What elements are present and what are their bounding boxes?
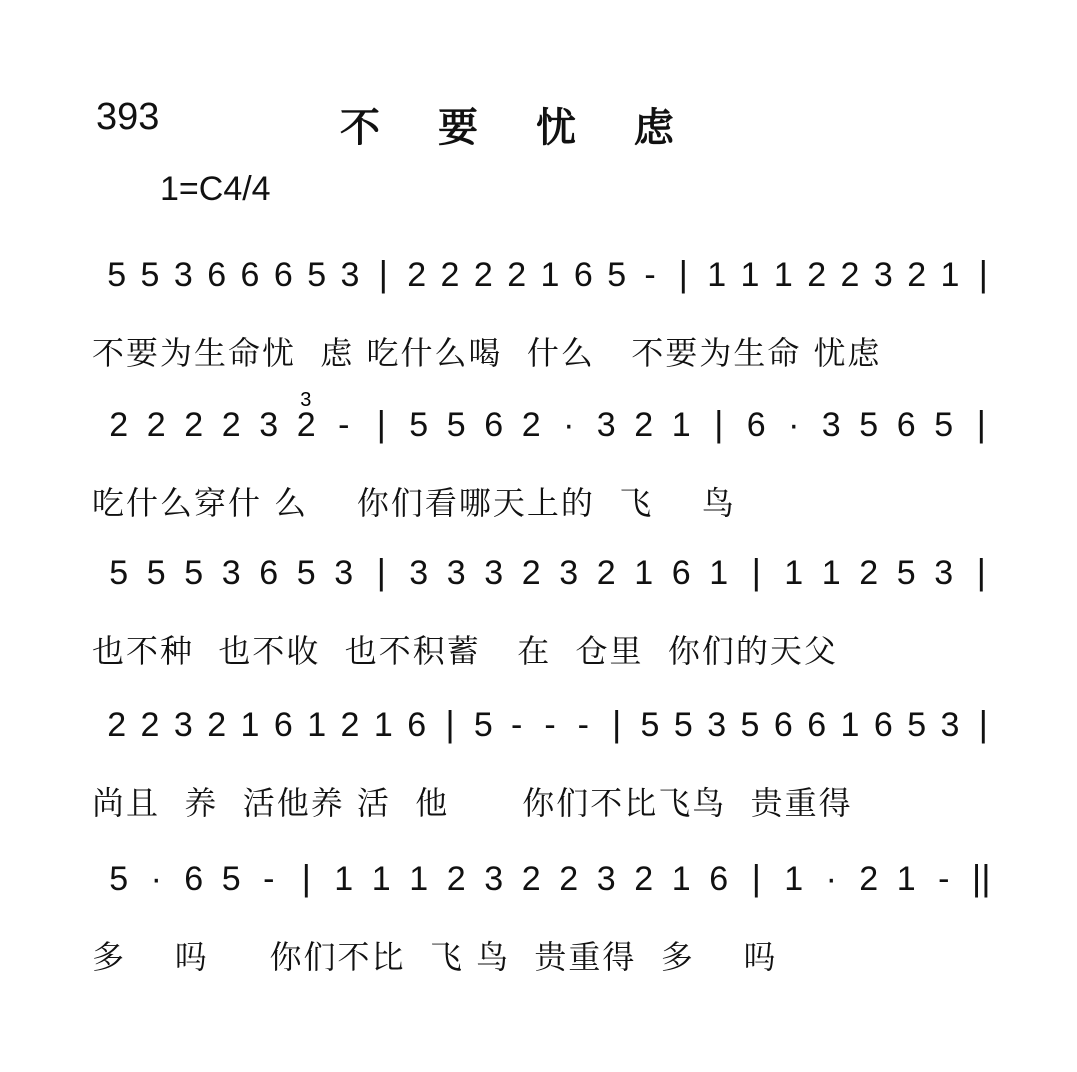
note: 3 [596, 406, 616, 444]
note: 5 [146, 554, 166, 592]
note: - [938, 860, 950, 898]
bar-line: | [976, 403, 986, 444]
note: 2 [521, 860, 541, 898]
bar-line: | [301, 857, 311, 898]
note: 6 [273, 256, 293, 294]
notation-line [92, 846, 1010, 926]
hymn-number: 393 [96, 96, 160, 138]
bar-line: || [971, 857, 991, 898]
note: 1 [671, 860, 691, 898]
note: 1 [940, 256, 960, 294]
note: 3 [484, 860, 504, 898]
note: 3 [409, 554, 429, 592]
notation-line [92, 692, 1010, 772]
note: 5 [859, 406, 879, 444]
note: 2 [859, 860, 879, 898]
note: 2 [840, 256, 860, 294]
note: 2 [107, 706, 127, 744]
note: · [563, 406, 575, 444]
lyric-line: 尚且 养 活他养 活 他 你们不比飞鸟 贵重得 [92, 784, 853, 822]
note: 3 [173, 256, 193, 294]
note: 2 [407, 256, 427, 294]
lyric-line: 也不种 也不收 也不积蓄 在 仓里 你们的天父 [92, 632, 838, 670]
note: 2 [446, 860, 466, 898]
note: 6 [773, 706, 793, 744]
note: 2 [596, 554, 616, 592]
bar-line: | [976, 551, 986, 592]
note: 3 [821, 406, 841, 444]
note: 2 [140, 706, 160, 744]
bar-line: | [678, 253, 689, 294]
note: 5 [296, 554, 316, 592]
note: 3 [873, 256, 893, 294]
note: 3 [173, 706, 193, 744]
bar-line: | [376, 551, 386, 592]
note: 1 [896, 860, 916, 898]
note: 1 [840, 706, 860, 744]
note: - [577, 706, 589, 744]
note: 6 [207, 256, 227, 294]
note: 1 [784, 860, 804, 898]
note: 2 [634, 860, 654, 898]
key-signature: 1=C4/4 [160, 170, 271, 208]
bar-line: | [445, 703, 455, 744]
score-row-3 [92, 540, 1010, 672]
note: 2 [340, 706, 360, 744]
note: 1 [709, 554, 729, 592]
score-row-4 [92, 692, 1010, 824]
note: 6 [873, 706, 893, 744]
note: 1 [773, 256, 793, 294]
note: 6 [484, 406, 504, 444]
note: - [338, 406, 350, 444]
note: 5 [896, 554, 916, 592]
note: · [150, 860, 162, 898]
note: 6 [240, 256, 260, 294]
note: 1 [671, 406, 691, 444]
lyric-line: 不要为生命忧 虑 吃什么喝 什么 不要为生命 忧虑 [92, 334, 882, 372]
note: 6 [671, 554, 691, 592]
note: 1 [373, 706, 393, 744]
note: - [544, 706, 556, 744]
score-row-1 [92, 242, 1010, 374]
note: 5 [221, 860, 241, 898]
note: 1 [540, 256, 560, 294]
note: 2 [184, 406, 204, 444]
note: 5 [109, 554, 129, 592]
note: 1 [409, 860, 429, 898]
note: 3 [446, 554, 466, 592]
note: · [788, 406, 800, 444]
note: 6 [407, 706, 427, 744]
note: - [644, 256, 656, 294]
note: 6 [807, 706, 827, 744]
note: 3 [259, 406, 279, 444]
score-row-2 [92, 392, 1010, 524]
note: 3 [940, 706, 960, 744]
note: 6 [746, 406, 766, 444]
notation-line [92, 242, 1010, 322]
note: 6 [709, 860, 729, 898]
score-row-5 [92, 846, 1010, 978]
note: 2 [859, 554, 879, 592]
note: 2 [146, 406, 166, 444]
note: 2 [221, 406, 241, 444]
note: 1 [634, 554, 654, 592]
note: 6 [259, 554, 279, 592]
note: 5 [107, 256, 127, 294]
bar-line: | [378, 253, 389, 294]
note: 1 [240, 706, 260, 744]
note: 6 [273, 706, 293, 744]
note: 1 [307, 706, 327, 744]
bar-line: | [751, 857, 761, 898]
note: 5 [184, 554, 204, 592]
note: 6 [184, 860, 204, 898]
note: 5 [473, 706, 493, 744]
note: 5 [109, 860, 129, 898]
note: 3 [484, 554, 504, 592]
note: 6 [896, 406, 916, 444]
note: 5 [640, 706, 660, 744]
note: 3 [340, 256, 360, 294]
notation-line [92, 540, 1010, 620]
note: 2 [634, 406, 654, 444]
lyric-line: 多 吗 你们不比 飞 鸟 贵重得 多 吗 [92, 938, 778, 976]
note: 3 [559, 554, 579, 592]
note: 2 [296, 406, 316, 444]
note: - [511, 706, 523, 744]
note: 5 [907, 706, 927, 744]
note: 5 [740, 706, 760, 744]
bar-line: | [751, 551, 761, 592]
note: · [825, 860, 837, 898]
note: 5 [140, 256, 160, 294]
note: 2 [507, 256, 527, 294]
note: 2 [473, 256, 493, 294]
note: 1 [740, 256, 760, 294]
bar-line: | [714, 403, 724, 444]
note: - [263, 860, 275, 898]
note: 1 [707, 256, 727, 294]
note: 5 [307, 256, 327, 294]
note: 1 [371, 860, 391, 898]
note: 2 [521, 406, 541, 444]
note: 3 [334, 554, 354, 592]
grace-note: 3 [300, 392, 312, 411]
note: 1 [821, 554, 841, 592]
note: 5 [673, 706, 693, 744]
note: 3 [707, 706, 727, 744]
note: 1 [784, 554, 804, 592]
bar-line: | [611, 703, 622, 744]
note: 2 [521, 554, 541, 592]
note: 5 [607, 256, 627, 294]
hymn-title: 不要忧虑 [340, 105, 732, 151]
notation-line [92, 392, 1010, 472]
note: 5 [446, 406, 466, 444]
note: 3 [934, 554, 954, 592]
note: 2 [807, 256, 827, 294]
bar-line: | [978, 703, 989, 744]
bar-line: | [978, 253, 989, 294]
note: 2 [559, 860, 579, 898]
bar-line: | [376, 403, 386, 444]
note: 2 [109, 406, 129, 444]
note: 3 [221, 554, 241, 592]
lyric-line: 吃什么穿什 么 你们看哪天上的 飞 鸟 [92, 484, 736, 522]
note: 2 [440, 256, 460, 294]
note: 3 [596, 860, 616, 898]
note: 5 [409, 406, 429, 444]
note: 5 [934, 406, 954, 444]
note: 2 [907, 256, 927, 294]
note: 1 [334, 860, 354, 898]
note: 6 [573, 256, 593, 294]
note: 2 [207, 706, 227, 744]
